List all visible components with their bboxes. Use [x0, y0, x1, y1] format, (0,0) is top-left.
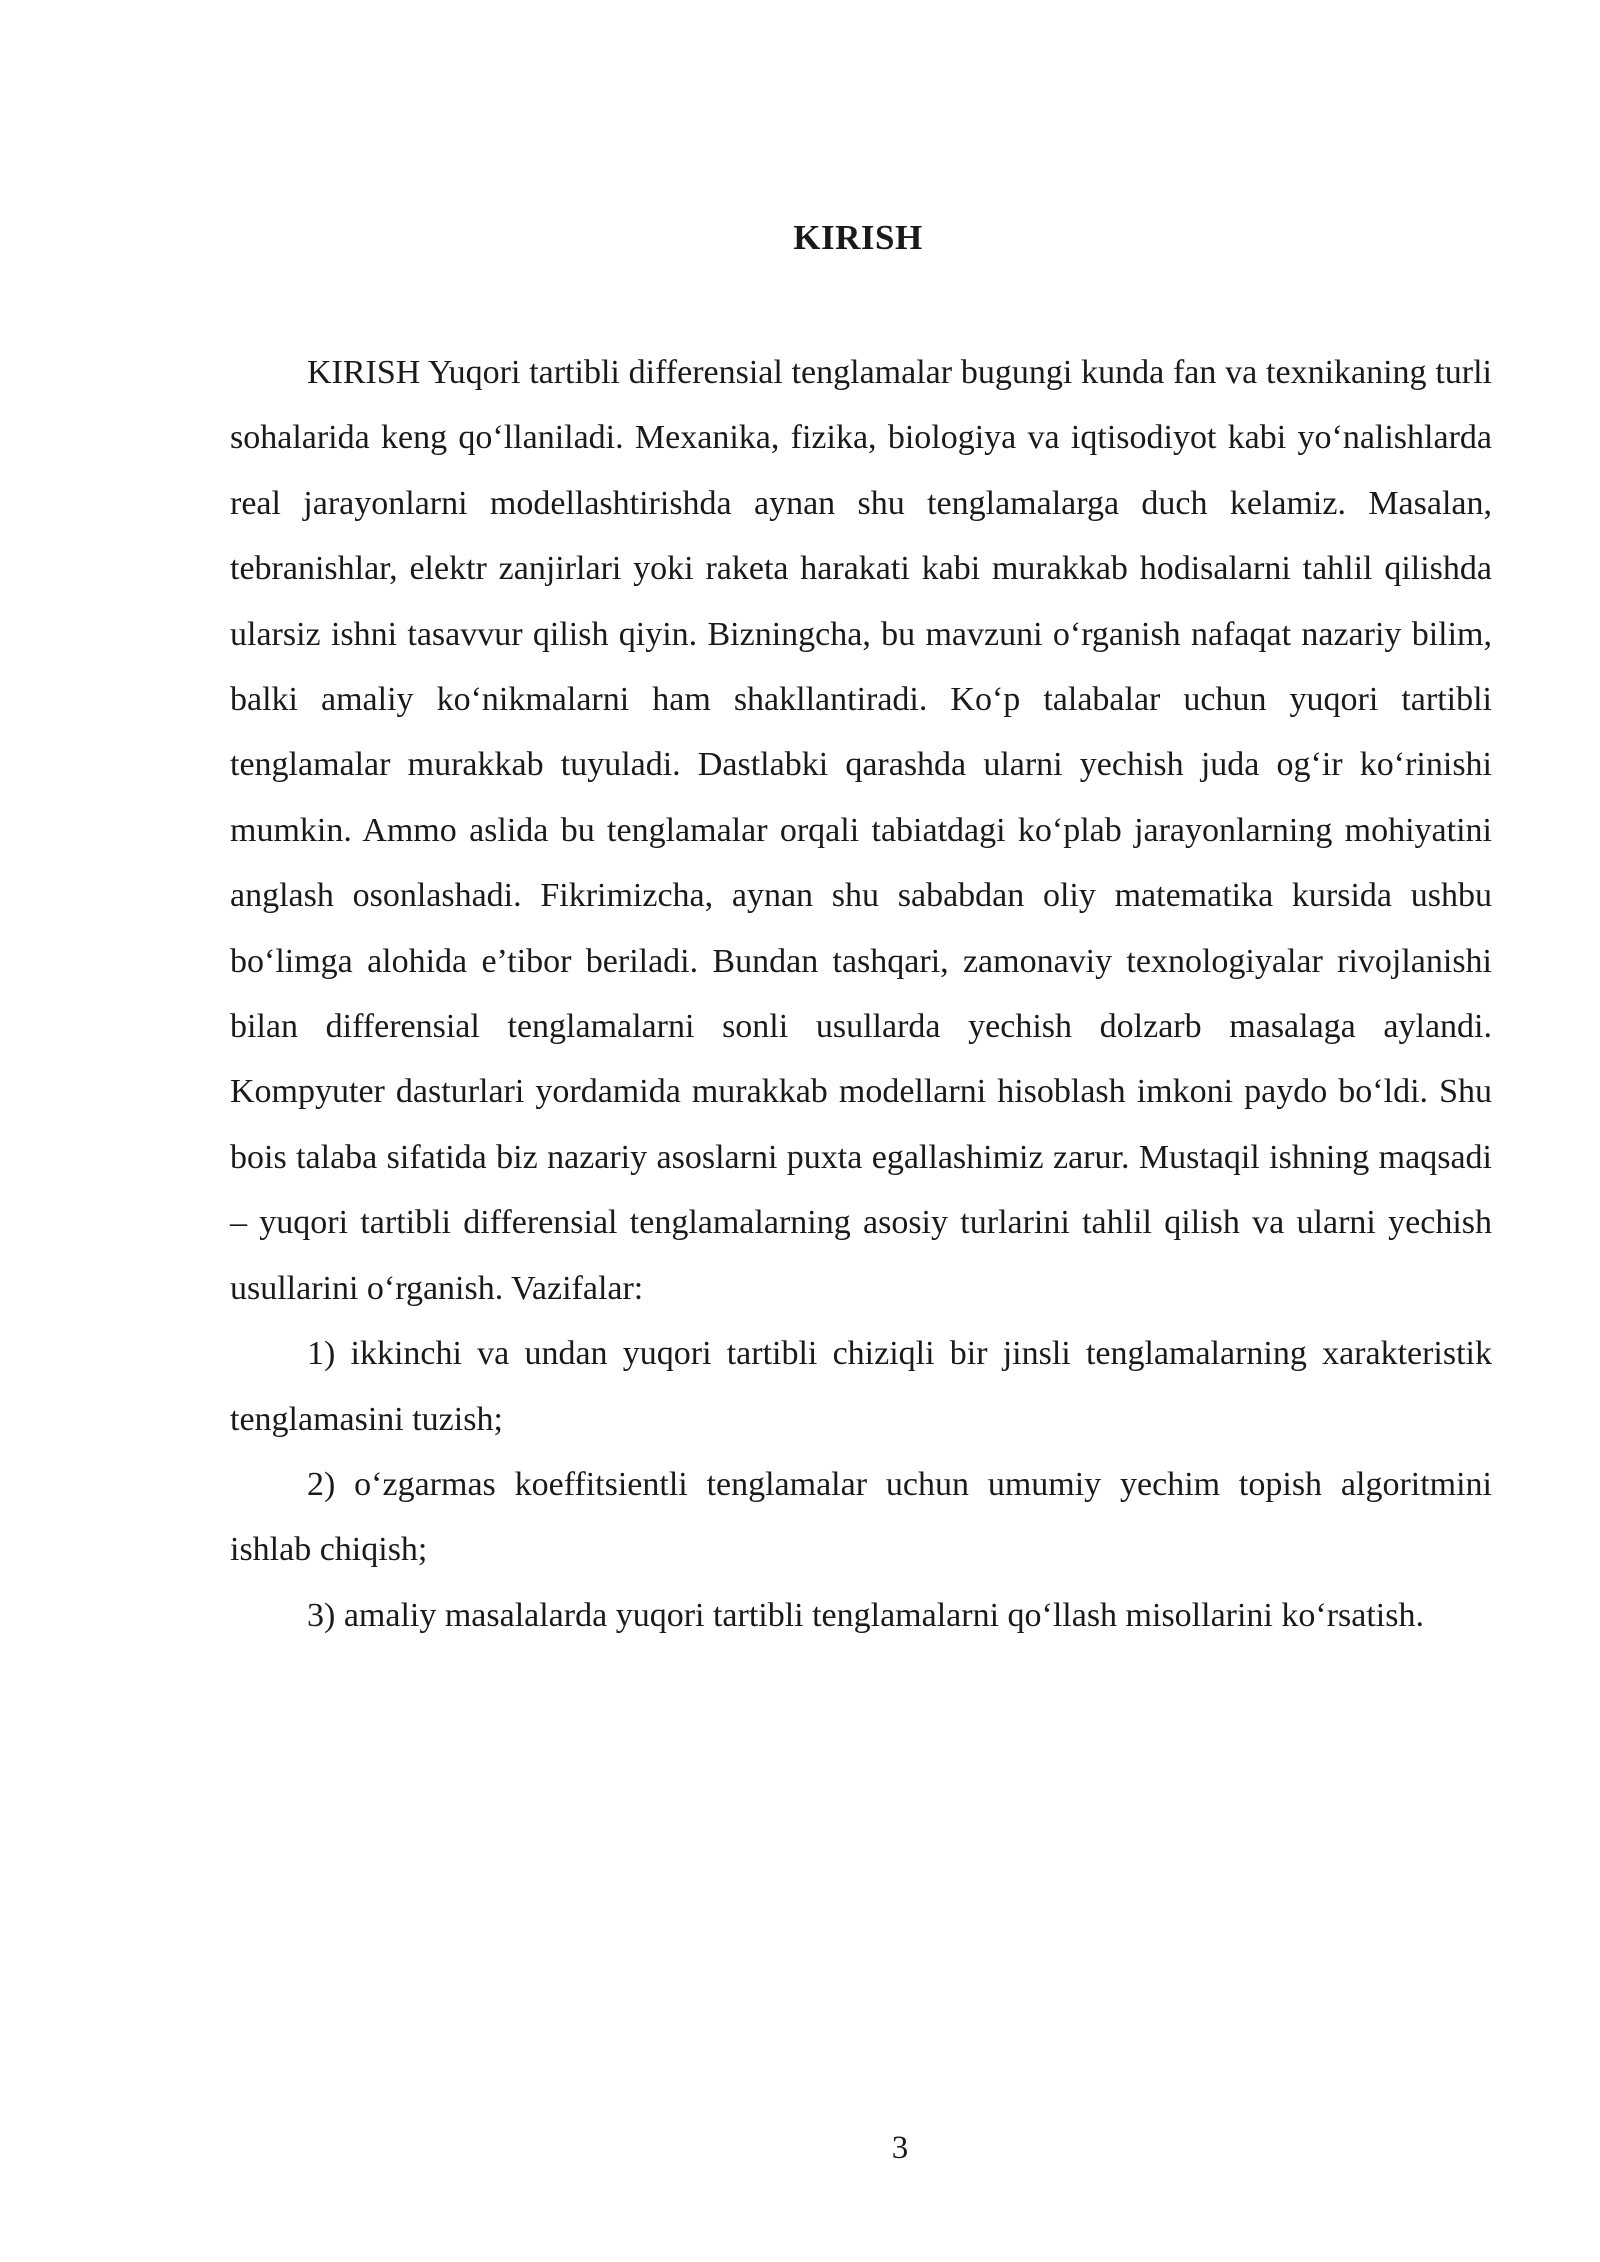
page-number: 3 — [891, 2130, 909, 2166]
page-title: KIRISH — [793, 218, 923, 257]
task-item-1: 1) ikkinchi va undan yuqori tartibli chiziqli bir jinsli tenglamalarning xarakteristik tenglamasini tuzish; — [230, 1335, 1492, 1438]
task-item-3: 3) amaliy masalalarda yuqori tartibli tenglamalarni qo‘llash misollarini ko‘rsatish. — [307, 1596, 1424, 1634]
task-item-2: 2) o‘zgarmas koeffitsientli tenglamalar uchun umumiy yechim topish algoritmini ishlab chiqish; — [230, 1465, 1492, 1569]
document-body — [230, 340, 1492, 1648]
intro-paragraph: KIRISH Yuqori tartibli differensial tenglamalar bugungi kunda fan va texnikaning turli sohalarida keng qo‘llaniladi. Mexanika, fizika, biologiya va iqtisodiyot kabi yo‘nalishlarda real jarayonlarni modellashtirishda aynan shu tenglamalarga duch kelamiz. Masalan, tebranishlar, elektr zanjirlari yoki raketa harakati kabi murakkab hodisalarni tahlil qilishda ularsiz ishni tasavvur qilish qiyin. Bizningcha, bu mavzuni o‘rganish nafaqat nazariy bilim, balki amaliy ko‘nikmalarni ham shakllantiradi. Ko‘p talabalar uchun yuqori tartibli tenglamalar murakkab tuyuladi. Dastlabki qarashda ularni yechish juda og‘ir ko‘rinishi mumkin. Ammo aslida bu tenglamalar orqali tabiatdagi ko‘plab jarayonlarning mohiyatini anglash osonlashadi. Fikrimizcha, aynan shu sababdan oliy matematika kursida ushbu bo‘limga alohida e’tibor beriladi. Bundan tashqari, zamonaviy texnologiyalar rivojlanishi bilan differensial tenglamalarni sonli usullarda yechish dolzarb masalaga aylandi. Kompyuter dasturlari yordamida murakkab modellarni hisoblash imkoni paydo bo‘ldi. Shu bois talaba sifatida biz nazariy asoslarni puxta egallashimiz zarur. Mustaqil ishning maqsadi – yuqori tartibli differensial tenglamalarning asosiy turlarini tahlil qilish va ularni yechish usullarini o‘rganish. Vazifalar: — [230, 354, 1492, 1307]
